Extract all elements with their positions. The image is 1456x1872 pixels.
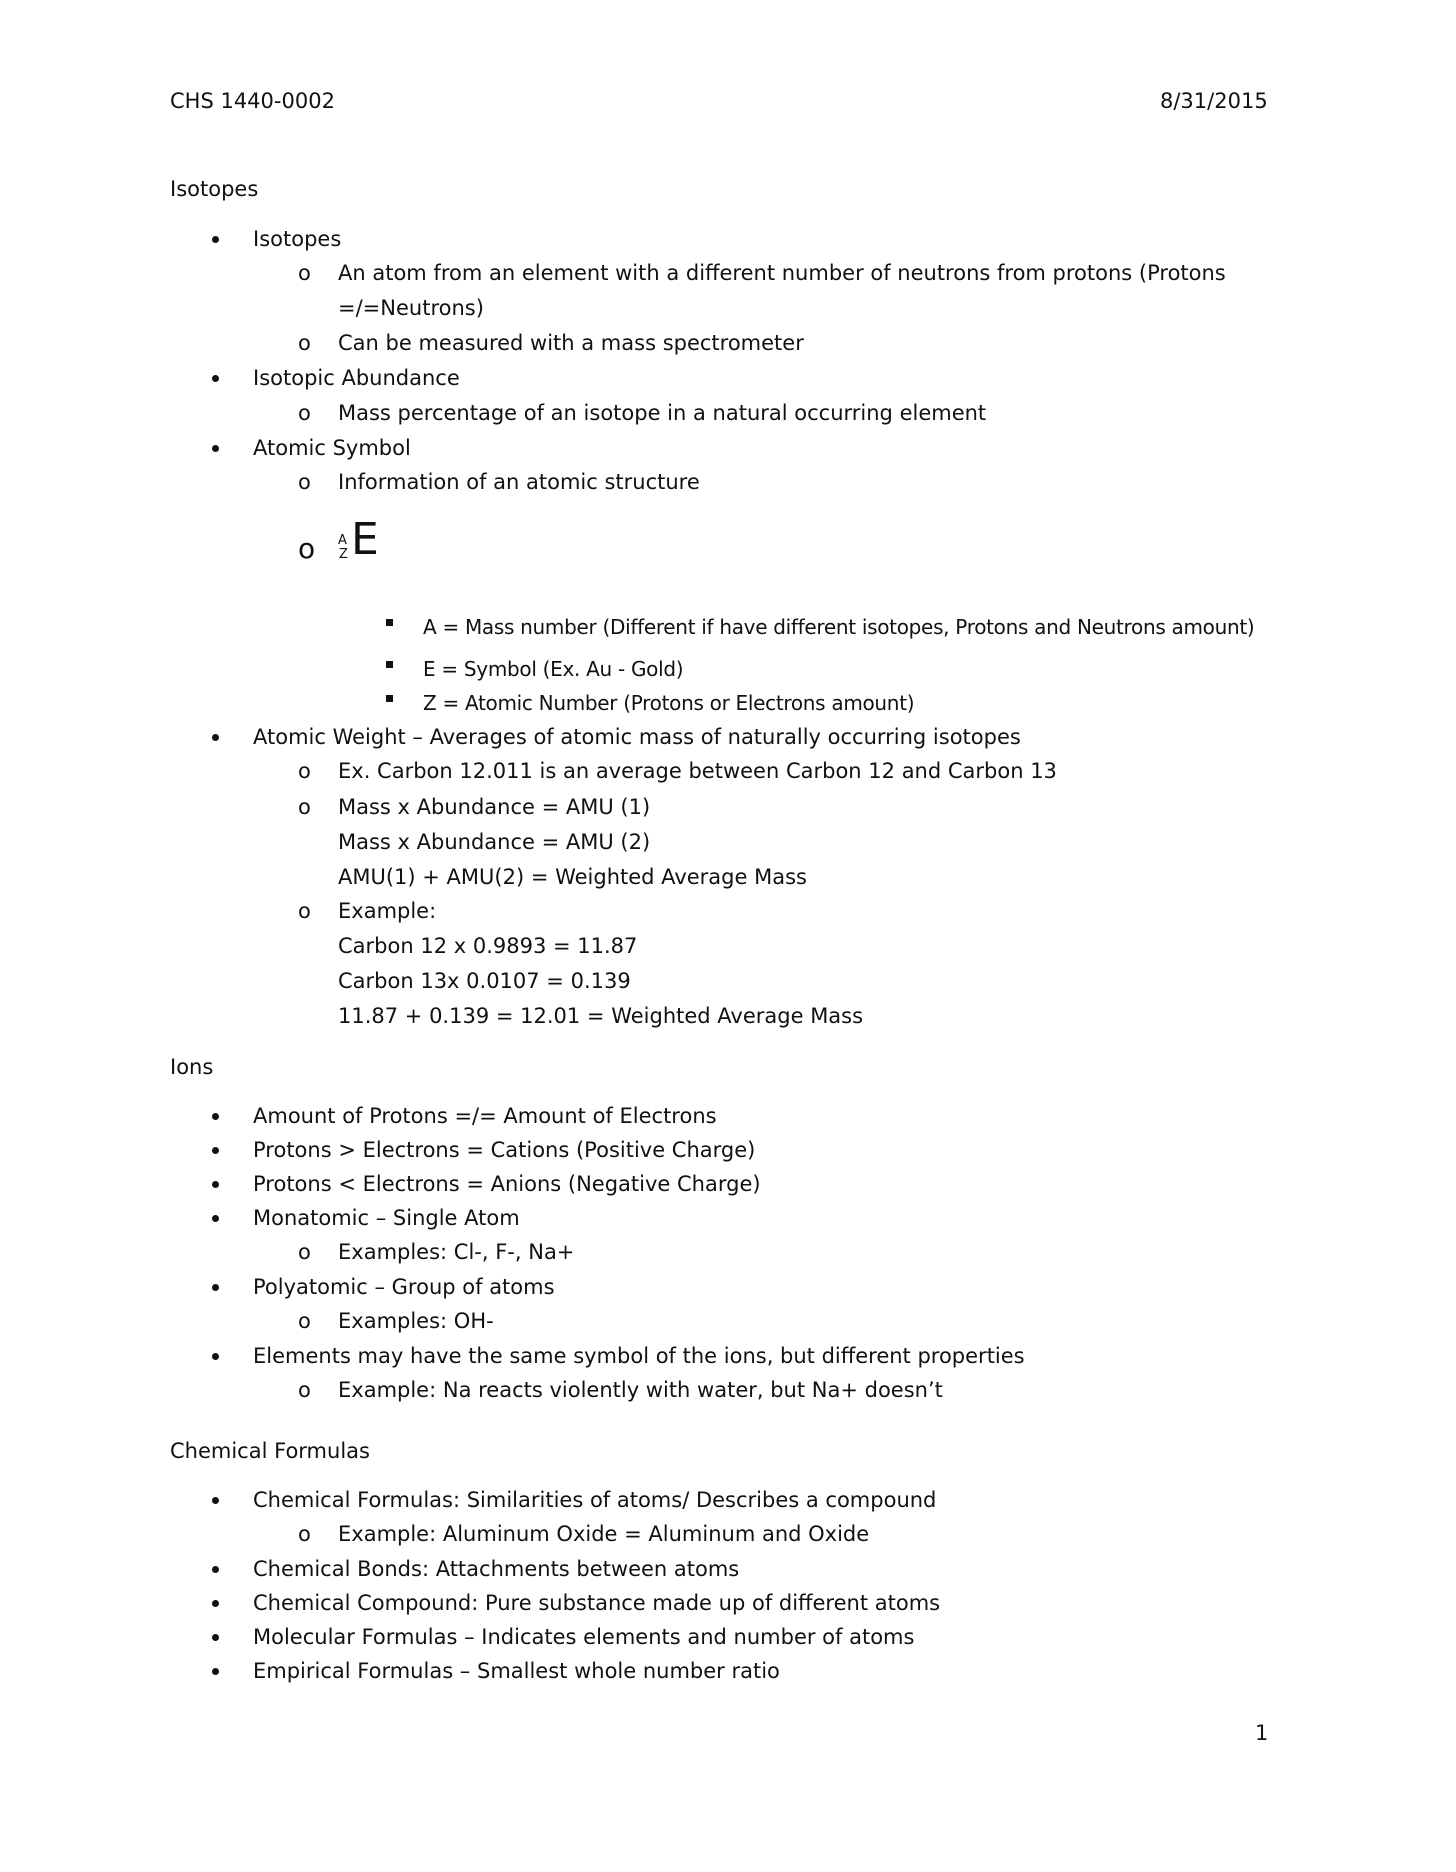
list-item: E = Symbol (Ex. Au - Gold)	[423, 657, 684, 681]
list-item: Empirical Formulas – Smallest whole number ratio	[253, 1659, 780, 1683]
sub-bullet-marker: o	[298, 532, 316, 565]
element-symbol: E	[351, 514, 379, 565]
sub-bullet-marker: o	[298, 759, 311, 783]
bullet	[212, 1634, 219, 1641]
bullet	[212, 1566, 219, 1573]
list-item: Ex. Carbon 12.011 is an average between Carbon 12 and Carbon 13	[338, 759, 1057, 783]
list-item: Monatomic – Single Atom	[253, 1206, 520, 1230]
bullet	[212, 1147, 219, 1154]
section-heading-isotopes: Isotopes	[170, 177, 259, 201]
bullet	[212, 1215, 219, 1222]
list-item-continuation: 11.87 + 0.139 = 12.01 = Weighted Average Mass	[338, 1004, 864, 1028]
list-item: Mass x Abundance = AMU (1)	[338, 795, 651, 819]
list-item: Examples: OH-	[338, 1309, 494, 1333]
bullet	[212, 1284, 219, 1291]
sub-bullet-marker: o	[298, 470, 311, 494]
list-item: Protons > Electrons = Cations (Positive Charge)	[253, 1138, 756, 1162]
list-item-continuation: Carbon 12 x 0.9893 = 11.87	[338, 934, 638, 958]
square-bullet	[386, 619, 393, 626]
list-item: Isotopes	[253, 227, 342, 251]
sub-bullet-marker: o	[298, 1522, 311, 1546]
list-item: Polyatomic – Group of atoms	[253, 1275, 555, 1299]
bullet	[212, 1181, 219, 1188]
mass-number-superscript: A	[338, 533, 347, 548]
sub-bullet-marker: o	[298, 795, 311, 819]
list-item: Chemical Formulas: Similarities of atoms/ Describes a compound	[253, 1488, 937, 1512]
list-item: Example:	[338, 899, 437, 923]
list-item: Isotopic Abundance	[253, 366, 460, 390]
bullet	[212, 1353, 219, 1360]
bullet	[212, 1668, 219, 1675]
document-date: 8/31/2015	[1160, 89, 1268, 113]
list-item-continuation: =/=Neutrons)	[338, 296, 484, 320]
list-item: Elements may have the same symbol of the ions, but different properties	[253, 1344, 1025, 1368]
list-item: A = Mass number (Different if have different isotopes, Protons and Neutrons amount)	[423, 615, 1255, 639]
bullet	[212, 1113, 219, 1120]
list-item: Mass percentage of an isotope in a natural occurring element	[338, 401, 987, 425]
sub-bullet-marker: o	[298, 401, 311, 425]
bullet	[212, 734, 219, 741]
page-number: 1	[1255, 1721, 1269, 1745]
bullet	[212, 445, 219, 452]
list-item: Amount of Protons =/= Amount of Electrons	[253, 1104, 717, 1128]
square-bullet	[386, 695, 393, 702]
square-bullet	[386, 661, 393, 668]
bullet	[212, 375, 219, 382]
list-item: Chemical Bonds: Attachments between atoms	[253, 1557, 740, 1581]
list-item: Can be measured with a mass spectrometer	[338, 331, 804, 355]
bullet	[212, 1600, 219, 1607]
section-heading-chemical-formulas: Chemical Formulas	[170, 1439, 370, 1463]
atomic-number-subscript: Z	[339, 547, 348, 562]
list-item: Example: Aluminum Oxide = Aluminum and Oxide	[338, 1522, 870, 1546]
sub-bullet-marker: o	[298, 1309, 311, 1333]
bullet	[212, 236, 219, 243]
list-item: Atomic Weight – Averages of atomic mass of naturally occurring isotopes	[253, 725, 1021, 749]
sub-bullet-marker: o	[298, 261, 311, 285]
course-code: CHS 1440-0002	[170, 89, 335, 113]
sub-bullet-marker: o	[298, 1240, 311, 1264]
list-item: Atomic Symbol	[253, 436, 411, 460]
section-heading-ions: Ions	[170, 1055, 214, 1079]
list-item: Z = Atomic Number (Protons or Electrons amount)	[423, 691, 915, 715]
list-item: Example: Na reacts violently with water, but Na+ doesn’t	[338, 1378, 943, 1402]
list-item: Examples: Cl-, F-, Na+	[338, 1240, 575, 1264]
sub-bullet-marker: o	[298, 1378, 311, 1402]
list-item-continuation: Mass x Abundance = AMU (2)	[338, 830, 651, 854]
list-item-continuation: Carbon 13x 0.0107 = 0.139	[338, 969, 631, 993]
list-item: An atom from an element with a different number of neutrons from protons (Protons	[338, 261, 1226, 285]
list-item: Information of an atomic structure	[338, 470, 700, 494]
list-item: Molecular Formulas – Indicates elements and number of atoms	[253, 1625, 915, 1649]
list-item: Protons < Electrons = Anions (Negative Charge)	[253, 1172, 761, 1196]
sub-bullet-marker: o	[298, 899, 311, 923]
list-item: Chemical Compound: Pure substance made up of different atoms	[253, 1591, 941, 1615]
sub-bullet-marker: o	[298, 331, 311, 355]
list-item-continuation: AMU(1) + AMU(2) = Weighted Average Mass	[338, 865, 807, 889]
bullet	[212, 1497, 219, 1504]
